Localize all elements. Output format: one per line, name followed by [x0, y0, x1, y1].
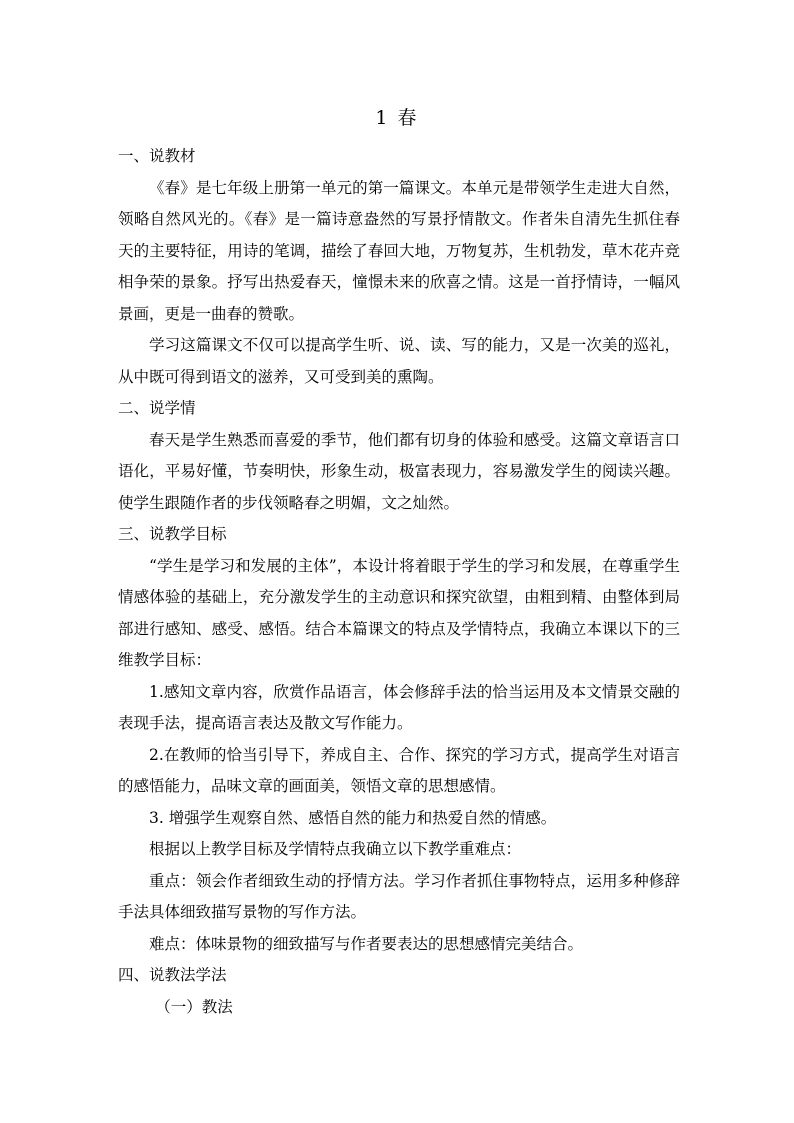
goal-item-3: 3. 增强学生观察自然、感悟自然的能力和热爱自然的情感。 [149, 808, 557, 827]
subsection-heading-teaching-method: （一）教法 [155, 997, 233, 1016]
section-heading-teaching-material: 一、说教材 [118, 147, 196, 165]
document-body [118, 141, 680, 1023]
section-heading-student-analysis: 二、说学情 [118, 399, 196, 417]
goal-item-2: 2.在教师的恰当引导下，养成自主、合作、探究的学习方式，提高学生对语言的感悟能力，品味文章的画面美，领悟文章的思想感情。 [118, 745, 680, 795]
section-heading-methods: 四、说教法学法 [118, 966, 227, 984]
goal-item-1: 1.感知文章内容，欣赏作品语言，体会修辞手法的恰当运用及本文情景交融的表现手法，提高语言表达及散文写作能力。 [118, 682, 680, 732]
document-title: 1 春 [375, 107, 419, 129]
paragraph-text-students: 春天是学生熟悉而喜爱的季节，他们都有切身的体验和感受。这篇文章语言口语化，平易好懂，节奏明快，形象生动，极富表现力，容易激发学生的阅读兴趣。使学生跟随作者的步伐领略春之明媚，文之灿然。 [118, 430, 680, 512]
paragraph-text-intro: 《春》是七年级上册第一单元的第一篇课文。本单元是带领学生走进大自然，领略自然风光的。《春》是一篇诗意盎然的写景抒情散文。作者朱自清先生抓住春天的主要特征，用诗的笔调，描绘了春回大地，万物复苏，生机勃发，草木花卉竞相争荣的景象。抒写出热爱春天，憧憬未来的欣喜之情。这是一首抒情诗，一幅风景画，更是一曲春的赞歌。 [118, 178, 680, 323]
paragraph-text-difficult-point: 难点：体味景物的细致描写与作者要表达的思想感情完美结合。 [149, 934, 584, 953]
section-heading-teaching-goals: 三、说教学目标 [118, 525, 227, 543]
paragraph-text-key-point: 重点：领会作者细致生动的抒情方法。学习作者抓住事物特点，运用多种修辞手法具体细致描写景物的写作方法。 [118, 871, 680, 921]
paragraph-text-value: 学习这篇课文不仅可以提高学生听、说、读、写的能力，又是一次美的巡礼，从中既可得到语文的滋养，又可受到美的熏陶。 [118, 336, 680, 386]
paragraph-text-key-points-intro: 根据以上教学目标及学情特点我确立以下教学重难点： [149, 840, 522, 858]
paragraph-text-goals-intro: “学生是学习和发展的主体”，本设计将着眼于学生的学习和发展，在尊重学生情感体验的基础上，充分激发学生的主动意识和探究欲望，由粗到精、由整体到局部进行感知、感受、感悟。结合本篇课文的特点及学情特点，我确立本课以下的三维教学目标： [118, 556, 680, 669]
